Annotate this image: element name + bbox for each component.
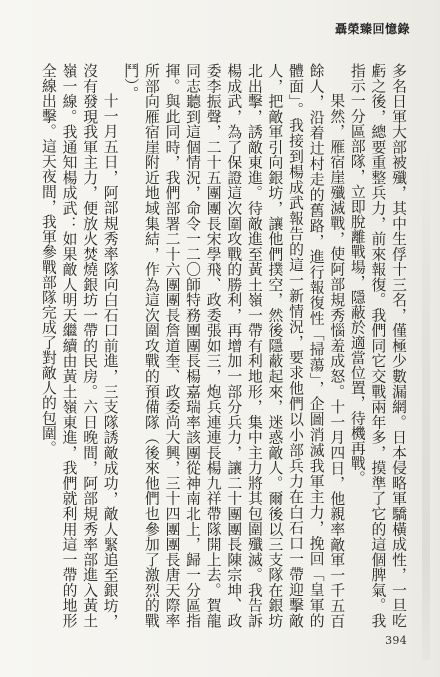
paragraph-2: 果然，雁宿崖殲滅戰，使阿部規秀惱羞成怒。十一月四日，他親率敵軍一千五百餘人，沿着辻村走的舊路，進行報復性「掃蕩」，企圖消滅我軍主力，挽回「皇軍的體面」。我接到楊成武報告的這一新情況，要求他們以小部兵力在白石口一帶迎擊敵人，把敵軍引向銀坊，讓他們撲空，然後隱蔽起來，迷惑敵人。爾後以三支隊在銀坊北出擊，誘敵東進。待敵進至黃土嶺一帶有利地形，集中主力將其包圍殲滅。我告訴楊成武，為了保證這次圍攻戰的勝利，再增加一部分兵力，讓二十團團長陳宗坤、政委李振聲，二十五團團長宋學飛、政委張如三，炮兵連連長楊九祥帶隊開上去。賀龍同志聽到這個情況，命令一二〇師特務團團長楊嘉瑞率該團從神南北上，歸一分區指揮。與此同時，我們部署二十六團團長詹道奎、政委尚大興，三十四團團長唐天際率所部向雁宿崖附近地域集結，作為這次圍攻戰的預備隊（後來他們也參加了激烈的戰鬥）。 bbox=[122, 63, 346, 628]
running-header-title: 聶榮臻回憶錄 bbox=[334, 22, 410, 36]
body-text-column-block bbox=[37, 63, 408, 628]
page-edge-shadow bbox=[422, 140, 430, 660]
page-number: 394 bbox=[385, 634, 407, 647]
paragraph-1: 多名日軍大部被殲，其中生俘十三名，僅極少數漏網。日本侵略軍驕橫成性，一旦吃虧之後，總要重整兵力，前來報復。我們同它交戰兩年多，摸準了它的這個脾氣。我指示一分區部隊，立即脫離戰場，隱蔽於適當位置，待機再戰。 bbox=[348, 63, 407, 628]
paragraph-3: 十一月五日，阿部規秀率隊向白石口前進，三支隊誘敵成功，敵人緊追至銀坊，沒有發現我軍主力，便放火焚燒銀坊一帶的民房。六日晚間，阿部規秀率部進入黃土嶺一線。我通知楊成武：如果敵人明天繼續由黃土嶺東進，我們就利用這一帶的地形全線出擊。這天夜間，我軍參戰部隊完成了對敵人的包圍。 bbox=[39, 63, 119, 628]
